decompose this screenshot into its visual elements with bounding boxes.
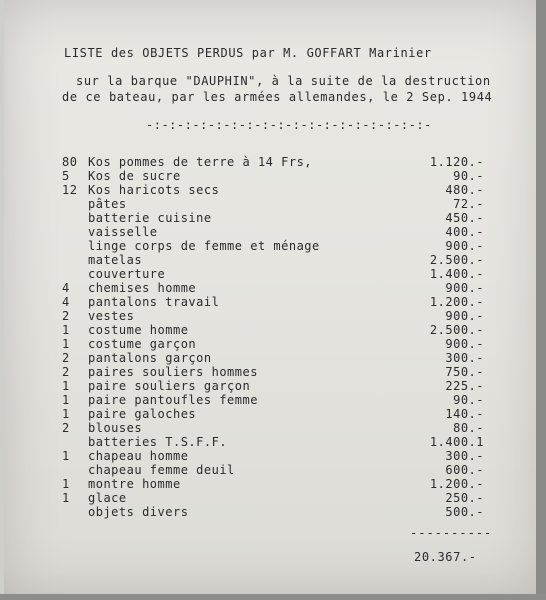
- document-subtitle-line-1: sur la barque "DAUPHIN", à la suite de la destruction: [76, 74, 491, 88]
- total-rule: ----------: [410, 526, 493, 540]
- item-amount: 300.-: [445, 351, 484, 365]
- list-item: [0, 379, 546, 393]
- item-description: paires souliers hommes: [88, 365, 258, 379]
- item-description: vestes: [88, 309, 135, 323]
- item-description: vaisselle: [88, 225, 158, 239]
- item-amount: 480.-: [445, 183, 484, 197]
- item-quantity: 4: [62, 295, 70, 309]
- item-amount: 1.400.-: [429, 267, 484, 281]
- list-item: [0, 491, 546, 505]
- item-amount: 72.-: [453, 197, 484, 211]
- item-amount: 750.-: [445, 365, 484, 379]
- item-amount: 1.400.1: [429, 435, 484, 449]
- item-description: chapeau homme: [88, 449, 189, 463]
- item-description: pâtes: [88, 197, 127, 211]
- list-item: [0, 407, 546, 421]
- item-amount: 90.-: [453, 169, 484, 183]
- list-item: [0, 169, 546, 183]
- item-description: Kos de sucre: [88, 169, 181, 183]
- item-description: matelas: [88, 253, 143, 267]
- item-description: linge corps de femme et ménage: [88, 239, 320, 253]
- item-amount: 500.-: [445, 505, 484, 519]
- item-amount: 250.-: [445, 491, 484, 505]
- item-description: paire galoches: [88, 407, 197, 421]
- item-description: batterie cuisine: [88, 211, 212, 225]
- item-quantity: 1: [62, 407, 70, 421]
- item-description: chemises homme: [88, 281, 197, 295]
- list-item: [0, 463, 546, 477]
- item-description: pantalons garçon: [88, 351, 212, 365]
- item-amount: 140.-: [445, 407, 484, 421]
- item-amount: 80.-: [453, 421, 484, 435]
- item-description: Kos haricots secs: [88, 183, 220, 197]
- list-item: [0, 323, 546, 337]
- list-item: [0, 225, 546, 239]
- paper-bottom-edge: [0, 594, 546, 600]
- total-amount: 20.367.-: [414, 550, 477, 564]
- item-quantity: 1: [62, 337, 70, 351]
- item-amount: 2.500.-: [429, 323, 484, 337]
- item-amount: 450.-: [445, 211, 484, 225]
- item-description: couverture: [88, 267, 166, 281]
- list-item: [0, 239, 546, 253]
- item-quantity: 1: [62, 379, 70, 393]
- list-item: [0, 281, 546, 295]
- item-amount: 900.-: [445, 239, 484, 253]
- list-item: [0, 505, 546, 519]
- item-description: blouses: [88, 421, 143, 435]
- item-description: batteries T.S.F.F.: [88, 435, 228, 449]
- item-amount: 400.-: [445, 225, 484, 239]
- item-description: pantalons travail: [88, 295, 220, 309]
- item-quantity: 12: [62, 183, 78, 197]
- item-quantity: 80: [62, 155, 78, 169]
- item-amount: 900.-: [445, 337, 484, 351]
- item-amount: 900.-: [445, 281, 484, 295]
- item-quantity: 1: [62, 323, 70, 337]
- item-quantity: 1: [62, 449, 70, 463]
- item-description: costume garçon: [88, 337, 197, 351]
- list-item: [0, 309, 546, 323]
- item-quantity: 1: [62, 491, 70, 505]
- item-amount: 1.120.-: [429, 155, 484, 169]
- item-description: glace: [88, 491, 127, 505]
- item-description: montre homme: [88, 477, 181, 491]
- list-item: [0, 155, 546, 169]
- item-quantity: 5: [62, 169, 70, 183]
- list-item: [0, 421, 546, 435]
- list-item: [0, 211, 546, 225]
- list-item: [0, 351, 546, 365]
- list-item: [0, 477, 546, 491]
- item-description: paire pantoufles femme: [88, 393, 258, 407]
- item-quantity: 1: [62, 477, 70, 491]
- list-item: [0, 253, 546, 267]
- item-description: paire souliers garçon: [88, 379, 251, 393]
- list-item: [0, 435, 546, 449]
- list-item: [0, 197, 546, 211]
- item-quantity: 2: [62, 365, 70, 379]
- item-description: objets divers: [88, 505, 189, 519]
- item-amount: 600.-: [445, 463, 484, 477]
- item-amount: 900.-: [445, 309, 484, 323]
- item-amount: 300.-: [445, 449, 484, 463]
- list-item: [0, 449, 546, 463]
- item-description: costume homme: [88, 323, 189, 337]
- list-item: [0, 365, 546, 379]
- separator-line: -:-:-:-:-:-:-:-:-:-:-:-:-:-:-:-:-:-:-: [146, 118, 432, 132]
- item-amount: 1.200.-: [429, 295, 484, 309]
- item-description: chapeau femme deuil: [88, 463, 235, 477]
- item-quantity: 1: [62, 393, 70, 407]
- list-item: [0, 393, 546, 407]
- item-quantity: 2: [62, 351, 70, 365]
- list-item: [0, 295, 546, 309]
- list-item: [0, 183, 546, 197]
- item-amount: 90.-: [453, 393, 484, 407]
- list-item: [0, 337, 546, 351]
- document-subtitle-line-2: de ce bateau, par les armées allemandes, le 2 Sep. 1944: [62, 90, 493, 104]
- list-item: [0, 267, 546, 281]
- item-amount: 1.200.-: [429, 477, 484, 491]
- item-quantity: 4: [62, 281, 70, 295]
- item-quantity: 2: [62, 309, 70, 323]
- item-description: Kos pommes de terre à 14 Frs,: [88, 155, 313, 169]
- item-amount: 2.500.-: [429, 253, 484, 267]
- document-title: LISTE des OBJETS PERDUS par M. GOFFART Marinier: [64, 46, 432, 60]
- item-amount: 225.-: [445, 379, 484, 393]
- item-quantity: 2: [62, 421, 70, 435]
